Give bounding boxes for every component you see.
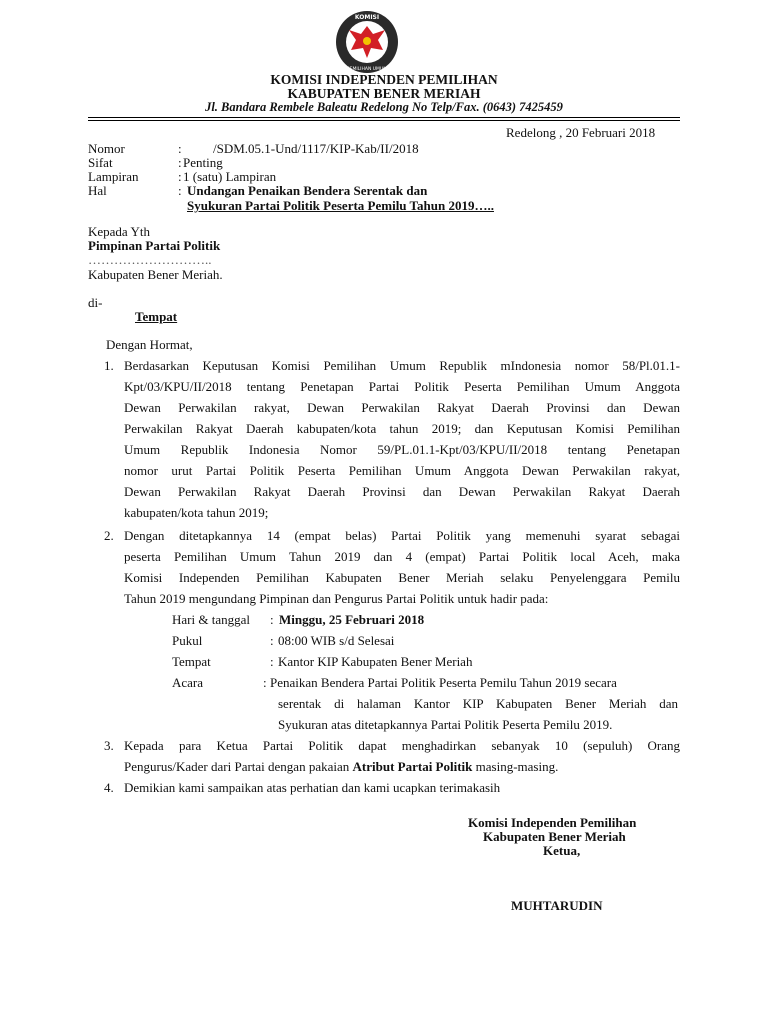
item2-line: Komisi Independen Pemilihan Kabupaten Bener Meriah selaku Penyelenggara Pemilu bbox=[124, 570, 680, 585]
recipient-name: Pimpinan Partai Politik bbox=[88, 238, 221, 253]
signature-role: Ketua, bbox=[543, 843, 581, 858]
field-value-nomor: /SDM.05.1-Und/1117/KIP-Kab/II/2018 bbox=[213, 141, 419, 156]
letterhead-org-line1: KOMISI INDEPENDEN PEMILIHAN bbox=[270, 72, 498, 87]
item1-line: Perwakilan Rakyat Daerah kabupaten/kota tahun 2019; dan Keputusan Komisi Pemilihan bbox=[124, 421, 680, 436]
recipient-dots: ……………………….. bbox=[88, 252, 212, 267]
field-value-hal: Undangan Penaikan Bendera Serentak dan bbox=[187, 183, 428, 198]
field-sep: : bbox=[178, 155, 182, 170]
item1-line: Umum Republik Indonesia Nomor 59/PL.01.1-Kpt/03/KPU/II/2018 tentang Penetapan bbox=[124, 442, 680, 457]
field-value-lampiran: 1 (satu) Lampiran bbox=[183, 169, 277, 184]
item2-line: peserta Pemilihan Umum Tahun 2019 dan 4 (empat) Partai Politik local Aceh, maka bbox=[124, 549, 680, 564]
event-label: Hari & tanggal bbox=[172, 612, 250, 627]
item1-line: Kpt/03/KPU/II/2018 tentang Penetapan Partai Politik Peserta Pemilihan Umum Anggota bbox=[124, 379, 680, 394]
field-label-sifat: Sifat bbox=[88, 155, 113, 170]
kpu-logo bbox=[335, 10, 399, 74]
signature-org2: Kabupaten Bener Meriah bbox=[483, 829, 626, 844]
field-sep: : bbox=[178, 169, 182, 184]
svg-text:PEMILIHAN UMUM: PEMILIHAN UMUM bbox=[346, 67, 388, 72]
item3-line2-pre: Pengurus/Kader dari Partai dengan pakaian bbox=[124, 759, 353, 774]
letterhead-address: Jl. Bandara Rembele Baleatu Redelong No Telp/Fax. (0643) 7425459 bbox=[205, 100, 563, 114]
field-value-sifat: Penting bbox=[183, 155, 223, 170]
recipient-di: di- bbox=[88, 295, 103, 310]
salutation: Dengan Hormat, bbox=[106, 337, 193, 352]
event-sep: : bbox=[270, 612, 274, 627]
field-label-hal: Hal bbox=[88, 183, 107, 198]
event-value-agenda-line3: Syukuran atas ditetapkannya Partai Politik Peserta Pemilu 2019. bbox=[278, 717, 613, 732]
item3-line: Kepada para Ketua Partai Politik dapat menghadirkan sebanyak 10 (sepuluh) Orang bbox=[124, 738, 680, 753]
field-label-nomor: Nomor bbox=[88, 141, 125, 156]
letterhead-rule bbox=[88, 117, 680, 118]
letterhead-rule-thin bbox=[88, 120, 680, 121]
item-number: 2. bbox=[104, 528, 114, 543]
item1-line: nomor urut Partai Politik Peserta Pemilihan Umum Anggota Dewan Perwakilan rakyat, bbox=[124, 463, 680, 478]
item2-line: Dengan ditetapkannya 14 (empat belas) Partai Politik yang memenuhi syarat sebagai bbox=[124, 528, 680, 543]
field-label-lampiran: Lampiran bbox=[88, 169, 139, 184]
event-value-date: Minggu, 25 Februari 2018 bbox=[279, 612, 425, 627]
event-value-place: Kantor KIP Kabupaten Bener Meriah bbox=[278, 654, 473, 669]
field-value-hal-line2: Syukuran Partai Politik Peserta Pemilu Tahun 2019….. bbox=[187, 198, 494, 213]
item3-line2-bold: Atribut Partai Politik bbox=[352, 759, 473, 774]
item3-line2-post: masing-masing. bbox=[472, 759, 559, 774]
item-number: 4. bbox=[104, 780, 114, 795]
item3-line2 bbox=[124, 759, 558, 775]
item4-line: Demikian kami sampaikan atas perhatian dan kami ucapkan terimakasih bbox=[124, 780, 501, 795]
svg-text:KOMISI: KOMISI bbox=[354, 14, 380, 21]
item-number: 1. bbox=[104, 358, 114, 373]
recipient-place: Kabupaten Bener Meriah. bbox=[88, 267, 223, 282]
letter-date: Redelong , 20 Februari 2018 bbox=[506, 125, 656, 140]
item1-line: Berdasarkan Keputusan Komisi Pemilihan Umum Republik mIndonesia nomor 58/Pl.01.1- bbox=[124, 358, 680, 373]
signature-org1: Komisi Independen Pemilihan bbox=[468, 815, 637, 830]
item1-line: Dewan Perwakilan Rakyat Daerah Provinsi dan Dewan Perwakilan Rakyat Daerah bbox=[124, 484, 680, 499]
event-sep: : bbox=[270, 633, 274, 648]
event-label: Acara bbox=[172, 675, 204, 690]
event-value-time: 08:00 WIB s/d Selesai bbox=[278, 633, 395, 648]
event-value-agenda-line2: serentak di halaman Kantor KIP Kabupaten Bener Meriah dan bbox=[278, 696, 678, 711]
item1-line: kabupaten/kota tahun 2019; bbox=[124, 505, 269, 520]
field-sep: : bbox=[178, 183, 182, 198]
recipient-tempat: Tempat bbox=[135, 309, 178, 324]
event-label: Pukul bbox=[172, 633, 203, 648]
event-sep: : bbox=[270, 654, 274, 669]
item2-line: Tahun 2019 mengundang Pimpinan dan Pengurus Partai Politik untuk hadir pada: bbox=[124, 591, 549, 606]
letterhead-org-line2: KABUPATEN BENER MERIAH bbox=[287, 86, 481, 101]
item-number: 3. bbox=[104, 738, 114, 753]
event-value-agenda: Penaikan Bendera Partai Politik Peserta Pemilu Tahun 2019 secara bbox=[270, 675, 617, 690]
event-sep: : bbox=[263, 675, 267, 690]
event-label: Tempat bbox=[172, 654, 211, 669]
item1-line: Dewan Perwakilan rakyat, Dewan Perwakilan Rakyat Daerah Provinsi dan Dewan bbox=[124, 400, 680, 415]
recipient-kepada: Kepada Yth bbox=[88, 224, 150, 239]
field-sep: : bbox=[178, 141, 182, 156]
signature-name: MUHTARUDIN bbox=[511, 898, 603, 913]
